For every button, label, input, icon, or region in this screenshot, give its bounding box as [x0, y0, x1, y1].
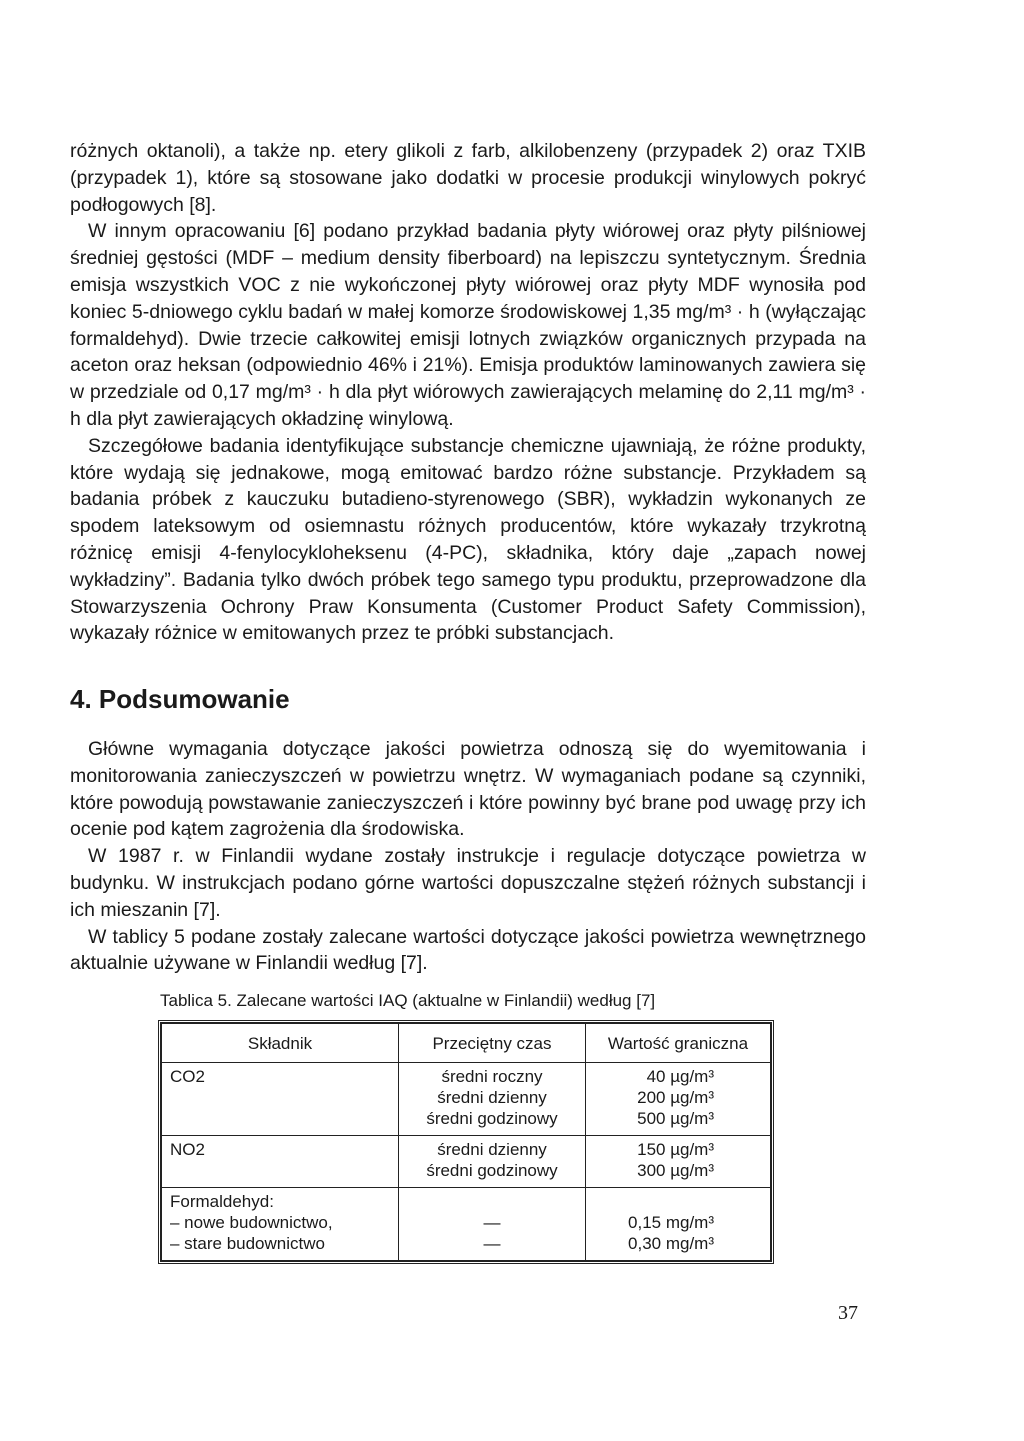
- limit-value: 40 µg/m³: [646, 1067, 714, 1086]
- table-row: [162, 1136, 771, 1187]
- time-label: średni roczny: [441, 1067, 543, 1086]
- cell-times: [399, 1136, 586, 1187]
- paragraph: W innym opracowaniu [6] podano przykład badania płyty wiórowej oraz płyty pilśniowej średniej gęstości (MDF – medium density fiberboard) na lepiszczu syntetycznym. Średnia emisja wszystkich VOC z nie wykończonej płyty wiórowej oraz płyty MDF wynosiła pod koniec 5-dniowego cyklu badań w małej komorze środowiskowej 1,35 mg/m³ · h (wyłączając formaldehyd). Dwie trzecie całkowitej emisji lotnych związków organicznych przypada na aceton oraz heksan (odpowiednio 46% i 21%). Emisja produktów laminowanych zawiera się w przedziale od 0,17 mg/m³ · h dla płyt wiórowych zawierających melaminę do 2,11 mg/m³ · h dla płyt zawierających okładzinę winylową.: [70, 220, 866, 430]
- dash: —: [483, 1212, 501, 1232]
- empty-line: [594, 1191, 714, 1212]
- body-text-section-4: [70, 736, 866, 977]
- cell-component: [162, 1187, 399, 1260]
- limit-value: 300 µg/m³: [637, 1161, 714, 1181]
- limit-value: 150 µg/m³: [637, 1140, 714, 1160]
- limit-value: 0,30 mg/m³: [628, 1233, 714, 1253]
- limit-value: 500 µg/m³: [637, 1109, 714, 1128]
- header-limit-value: Wartość graniczna: [586, 1024, 771, 1063]
- iaq-table: [158, 1020, 774, 1264]
- cell-values: [586, 1136, 771, 1187]
- table-header-row: [162, 1024, 771, 1063]
- cell-values: [586, 1187, 771, 1260]
- dash: —: [483, 1233, 501, 1253]
- time-label: średni godzinowy: [426, 1161, 558, 1181]
- component-no2: NO2: [170, 1140, 205, 1160]
- limit-value: 200 µg/m³: [637, 1088, 714, 1107]
- paragraph: W tablicy 5 podane zostały zalecane wartości dotyczące jakości powietrza wewnętrznego aktualnie używane w Finlandii według [7].: [70, 925, 866, 975]
- page-number: 37: [838, 1302, 858, 1324]
- table-caption: Tablica 5. Zalecane wartości IAQ (aktualne w Finlandii) według [7]: [160, 991, 656, 1010]
- header-component: Składnik: [162, 1024, 399, 1063]
- header-average-time: Przeciętny czas: [399, 1024, 586, 1063]
- iaq-table-grid: [161, 1023, 771, 1261]
- body-text-section-3: [70, 138, 866, 647]
- time-label: średni dzienny: [437, 1140, 547, 1160]
- paragraph: różnych oktanoli), a także np. etery glikoli z farb, alkilobenzeny (przypadek 2) oraz TXIB (przypadek 1), które są stosowane jako dodatki w procesie produkcji winylowych pokryć podłogowych [8].: [70, 140, 866, 216]
- cell-component: [162, 1136, 399, 1187]
- paragraph: W 1987 r. w Finlandii wydane zostały instrukcje i regulacje dotyczące powietrza w budynku. W instrukcjach podano górne wartości dopuszczalne stężeń różnych substancji i ich mieszanin [7].: [70, 845, 866, 921]
- time-label: średni godzinowy: [426, 1109, 558, 1128]
- limit-value: 0,15 mg/m³: [628, 1212, 714, 1232]
- paragraph: Szczegółowe badania identyfikujące substancje chemiczne ujawniają, że różne produkty, które wydają się jednakowe, mogą emitować bardzo różne substancje. Przykładem są badania próbek z kauczuku butadieno-styrenowego (SBR), wykładzin wykonanych ze spodem lateksowym od osiemnastu różnych producentów, które wykazały trzykrotną różnicę emisji 4-fenylocykloheksenu (4-PC), składnika, który daje „zapach nowej wykładziny”. Badania tylko dwóch próbek tego samego typu produktu, przeprowadzone dla Stowarzyszenia Ochrony Praw Konsumenta (Customer Product Safety Commission), wykazały różnice w emitowanych przez te próbki substancjach.: [70, 434, 866, 645]
- section-heading: 4. Podsumowanie: [70, 684, 290, 714]
- cell-component: [162, 1063, 399, 1136]
- component-old-buildings: – stare budownictwo: [170, 1233, 325, 1253]
- component-formaldehyde: Formaldehyd:: [170, 1191, 274, 1211]
- time-label: średni dzienny: [437, 1088, 547, 1107]
- empty-line: [407, 1191, 577, 1212]
- paragraph: Główne wymagania dotyczące jakości powietrza odnoszą się do wyemitowania i monitorowania zanieczyszczeń w powietrzu wnętrz. W wymaganiach podane są czynniki, które powodują powstawanie zanieczyszczeń i które powinny być brane pod uwagę przy ich ocenie pod kątem zagrożenia dla środowiska.: [70, 738, 866, 841]
- cell-values: [586, 1063, 771, 1136]
- cell-times: [399, 1063, 586, 1136]
- component-new-buildings: – nowe budownictwo,: [170, 1212, 333, 1232]
- table-row: [162, 1187, 771, 1260]
- table-row: [162, 1063, 771, 1136]
- cell-times: [399, 1187, 586, 1260]
- component-co2: CO2: [170, 1067, 205, 1086]
